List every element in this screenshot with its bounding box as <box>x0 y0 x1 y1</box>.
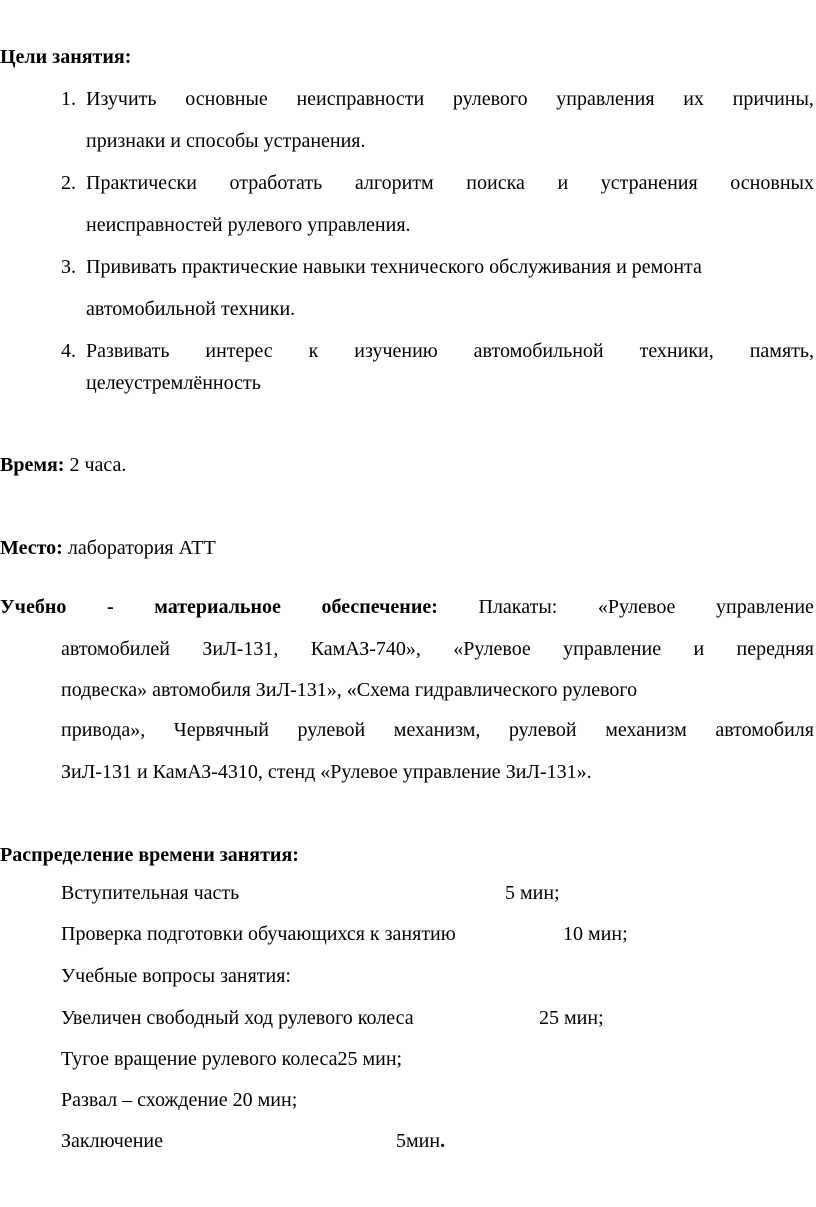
word: неисправности <box>296 88 425 110</box>
schedule-row-name: Тугое вращение рулевого колеса <box>61 1048 338 1070</box>
word: изучению <box>354 340 438 362</box>
word: поиска <box>466 172 525 194</box>
word: механизм, <box>393 719 481 741</box>
schedule-row-time: 5мин <box>396 1130 441 1152</box>
word: рулевого <box>452 88 528 110</box>
word: механизм <box>605 719 687 741</box>
word: передняя <box>736 638 814 660</box>
word: устранения <box>600 172 698 194</box>
goal-3-line2: автомобильной техники. <box>86 298 296 320</box>
word: ЗиЛ-131, <box>202 638 279 660</box>
word: автомобилей <box>61 638 171 660</box>
word: алгоритм <box>354 172 434 194</box>
word: автомобильной <box>473 340 604 362</box>
word: управление <box>563 638 662 660</box>
schedule-row-time-wrap <box>396 1128 445 1154</box>
word: управление <box>716 596 814 618</box>
materials-line5: ЗиЛ-131 и КамАЗ-4310, стенд «Рулевое управление ЗиЛ-131». <box>61 761 592 783</box>
schedule-row-combined <box>61 1087 297 1113</box>
time-label: Время: <box>0 454 65 476</box>
schedule-row-suffix: . <box>440 1130 446 1152</box>
materials-line1 <box>0 594 814 620</box>
word: управления <box>556 88 655 110</box>
word: и <box>557 172 569 194</box>
word: основных <box>730 172 814 194</box>
goal-1-line1 <box>86 86 814 112</box>
word: КамАЗ-740», <box>310 638 421 660</box>
goal-2-line2: неисправностей рулевого управления. <box>86 214 411 236</box>
goal-4-line1 <box>86 338 814 364</box>
word: - <box>106 596 114 618</box>
schedule-row-combined <box>61 1046 402 1072</box>
word: автомобиля <box>715 719 814 741</box>
goal-number: 3. <box>61 256 76 278</box>
schedule-row-name: Вступительная часть <box>61 882 240 904</box>
word: Развивать <box>86 340 170 362</box>
word: Практически <box>86 172 197 194</box>
word: «Рулевое <box>453 638 531 660</box>
word: основные <box>185 88 268 110</box>
word: отработать <box>229 172 323 194</box>
word: их <box>683 88 704 110</box>
word: Червячный <box>173 719 269 741</box>
schedule-heading: Распределение времени занятия: <box>0 844 299 866</box>
word: материальное <box>154 596 281 618</box>
word: Плакаты: <box>478 596 558 618</box>
word: и <box>693 638 705 660</box>
goal-number: 1. <box>61 88 76 110</box>
schedule-row-name: Заключение <box>61 1130 163 1152</box>
word: к <box>308 340 319 362</box>
time-line <box>0 452 126 478</box>
word: Учебно <box>0 596 67 618</box>
schedule-row-time: 25 мин; <box>539 1007 604 1029</box>
word: обеспечение: <box>321 596 438 618</box>
goal-number: 4. <box>61 340 76 362</box>
word: рулевой <box>297 719 366 741</box>
goal-number: 2. <box>61 172 76 194</box>
place-line <box>0 535 216 561</box>
goal-4-line2: целеустремлённость <box>86 372 261 394</box>
schedule-row-time: 25 мин; <box>337 1048 403 1070</box>
goal-1-line2: признаки и способы устранения. <box>86 130 366 152</box>
schedule-row-name: Проверка подготовки обучающихся к занятию <box>61 923 456 945</box>
goal-2-line1 <box>86 170 814 196</box>
word: рулевой <box>508 719 577 741</box>
materials-line3: подвеска» автомобиля ЗиЛ-131», «Схема гидравлического рулевого <box>61 679 638 701</box>
place-label: Место: <box>0 537 63 559</box>
time-value: 2 часа. <box>64 454 127 476</box>
goals-heading: Цели занятия: <box>0 46 132 68</box>
word: память, <box>749 340 814 362</box>
goal-3-line1: Прививать практические навыки технического обслуживания и ремонта <box>86 256 702 278</box>
schedule-row-time: 10 мин; <box>563 923 628 945</box>
schedule-row-name: Развал – схождение <box>61 1089 233 1111</box>
word: техники, <box>639 340 714 362</box>
word: Изучить <box>86 88 157 110</box>
word: «Рулевое <box>597 596 676 618</box>
schedule-row-time: 20 мин; <box>232 1089 298 1111</box>
place-value: лаборатория АТТ <box>62 537 216 559</box>
word: интерес <box>205 340 273 362</box>
schedule-row-time: 5 мин; <box>505 882 560 904</box>
materials-line4 <box>61 717 814 743</box>
schedule-row-name: Учебные вопросы занятия: <box>61 965 291 987</box>
word: причины, <box>732 88 814 110</box>
word: привода», <box>61 719 146 741</box>
schedule-row-name: Увеличен свободный ход рулевого колеса <box>61 1007 414 1029</box>
materials-line2 <box>61 636 814 662</box>
